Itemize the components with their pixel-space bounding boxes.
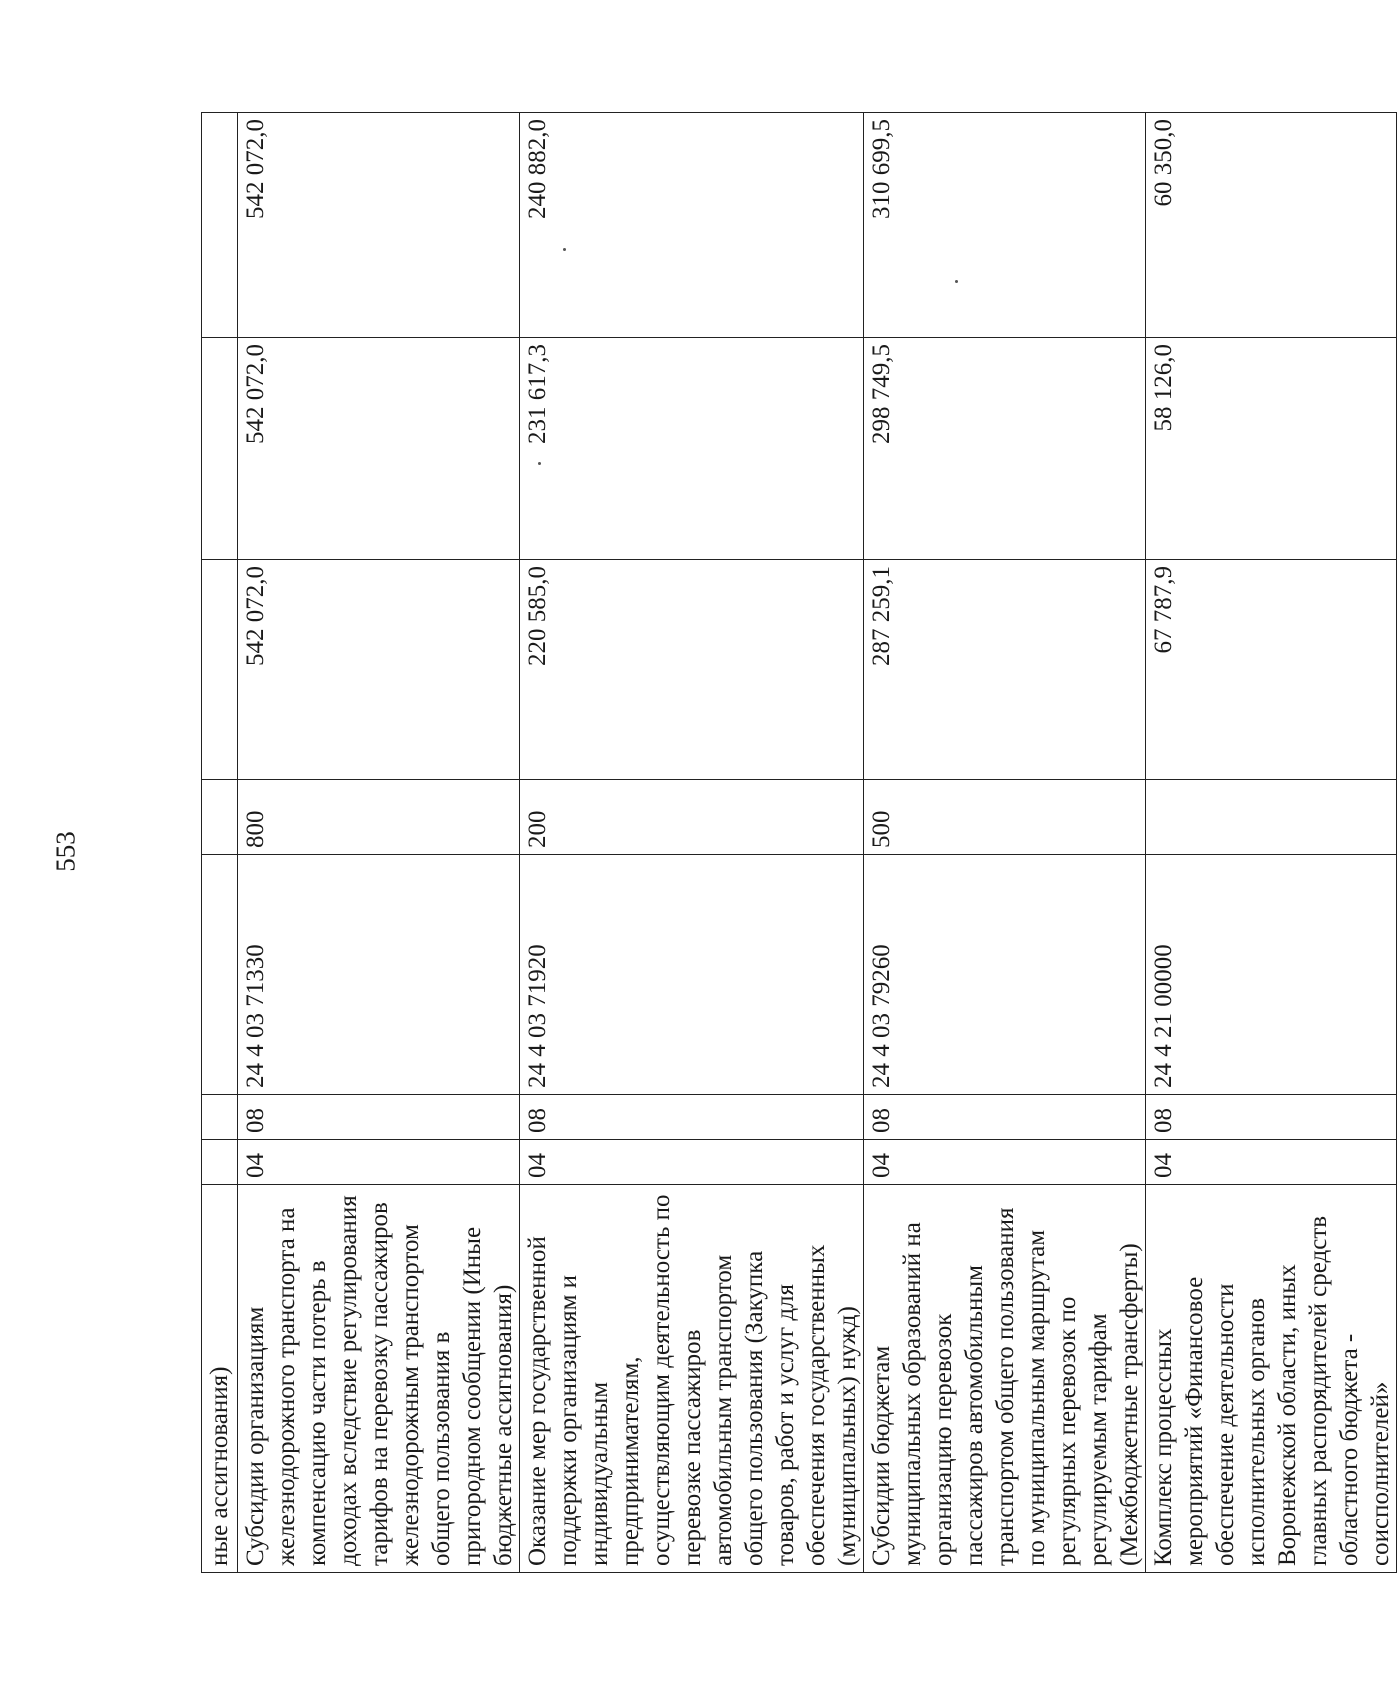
csr-code: 24 4 03 71920 xyxy=(520,855,864,1095)
csr-code: 24 4 03 71330 xyxy=(238,855,520,1095)
pr-code: 08 xyxy=(238,1095,520,1140)
value-year-2: 298 749,5 xyxy=(864,338,1146,560)
value-year-2: 231 617,3 xyxy=(520,338,864,560)
rz-code: 04 xyxy=(520,1140,864,1185)
page-number: 553 xyxy=(50,831,81,872)
empty-cell xyxy=(202,1140,238,1185)
empty-cell xyxy=(202,338,238,560)
row-description: Комплекс процессных мероприятий «Финансовое обеспечение деятельности исполнительных органов Воронежской области, иных главных распорядителей средств областного бюджета - соисполнителей» xyxy=(1146,1185,1397,1573)
vr-code: 200 xyxy=(520,780,864,855)
value-year-2: 542 072,0 xyxy=(238,338,520,560)
budget-table xyxy=(201,112,1397,1573)
value-year-2: 58 126,0 xyxy=(1146,338,1397,560)
table-row xyxy=(520,113,864,1573)
rz-code: 04 xyxy=(864,1140,1146,1185)
vr-code: 800 xyxy=(238,780,520,855)
empty-cell xyxy=(202,780,238,855)
csr-code: 24 4 21 00000 xyxy=(1146,855,1397,1095)
pr-code: 08 xyxy=(1146,1095,1397,1140)
row-description: Субсидии бюджетам муниципальных образований на организацию перевозок пассажиров автомобильным транспортом общего пользования по муниципальным маршрутам регулярных перевозок по регулируемым тарифам (Межбюджетные трансферты) xyxy=(864,1185,1146,1573)
continuation-cell: ные ассигнования) xyxy=(202,1185,238,1573)
scan-speck xyxy=(955,280,958,283)
rotated-page-content xyxy=(201,113,1394,1573)
row-description: Субсидии организациям железнодорожного транспорта на компенсацию части потерь в доходах вследствие регулирования тарифов на перевозку пассажиров железнодорожным транспортом общего пользования в пригородном сообщении (Иные бюджетные ассигнования) xyxy=(238,1185,520,1573)
empty-cell xyxy=(202,855,238,1095)
scan-speck xyxy=(563,248,566,251)
value-year-1: 287 259,1 xyxy=(864,560,1146,780)
table-row xyxy=(238,113,520,1573)
value-year-3: 310 699,5 xyxy=(864,113,1146,338)
csr-code: 24 4 03 79260 xyxy=(864,855,1146,1095)
rz-code: 04 xyxy=(238,1140,520,1185)
table-row xyxy=(1146,113,1397,1573)
value-year-1: 67 787,9 xyxy=(1146,560,1397,780)
value-year-3: 60 350,0 xyxy=(1146,113,1397,338)
table-row xyxy=(864,113,1146,1573)
pr-code: 08 xyxy=(520,1095,864,1140)
value-year-1: 542 072,0 xyxy=(238,560,520,780)
empty-cell xyxy=(202,560,238,780)
empty-cell xyxy=(202,1095,238,1140)
rz-code: 04 xyxy=(1146,1140,1397,1185)
vr-code: 500 xyxy=(864,780,1146,855)
scan-speck xyxy=(538,462,541,465)
value-year-1: 220 585,0 xyxy=(520,560,864,780)
vr-code xyxy=(1146,780,1397,855)
table-row-continuation xyxy=(202,113,238,1573)
value-year-3: 240 882,0 xyxy=(520,113,864,338)
empty-cell xyxy=(202,113,238,338)
row-description: Оказание мер государственной поддержки организациям и индивидуальным предпринимателям, осуществляющим деятельность по перевозке пассажиров автомобильным транспортом общего пользования (Закупка товаров, работ и услуг для обеспечения государственных (муниципальных) нужд) xyxy=(520,1185,864,1573)
value-year-3: 542 072,0 xyxy=(238,113,520,338)
pr-code: 08 xyxy=(864,1095,1146,1140)
